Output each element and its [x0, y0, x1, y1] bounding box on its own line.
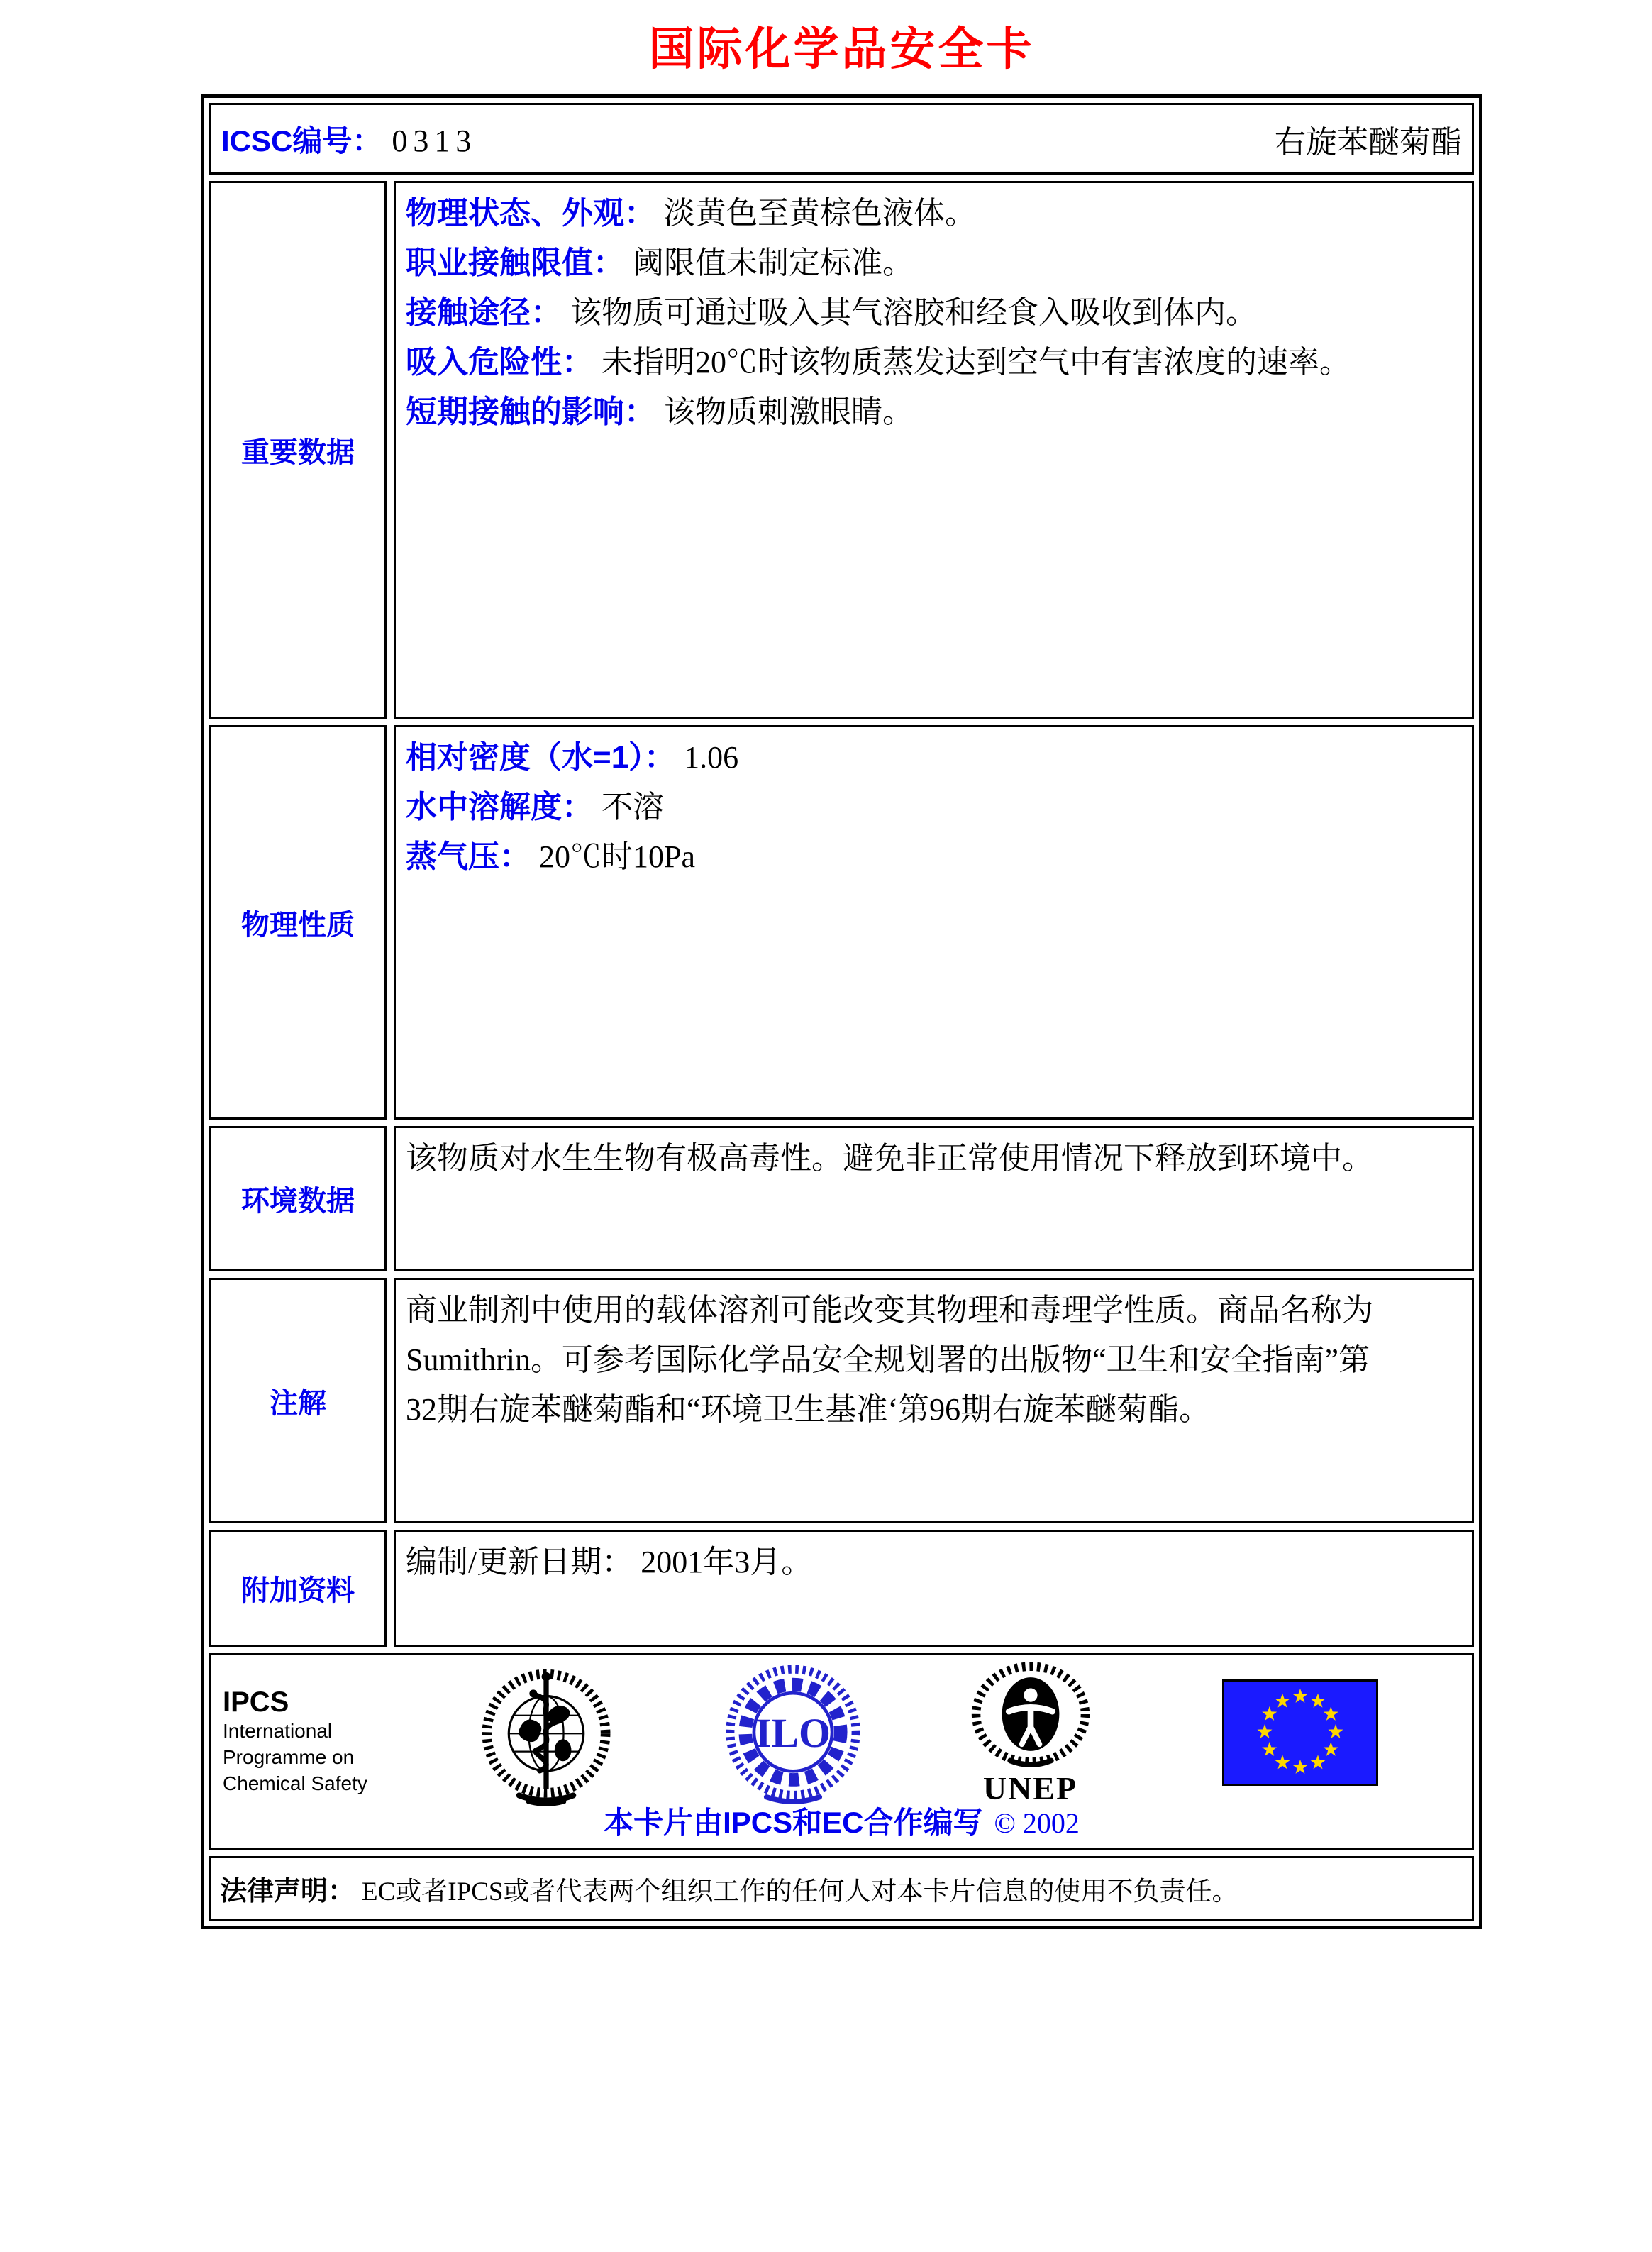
additional-info-content [394, 1530, 1474, 1647]
credit-line [211, 1799, 1472, 1842]
ipcs-abbr: IPCS [223, 1687, 289, 1718]
chemical-name: 右旋苯醚菊酯 [1275, 124, 1462, 160]
additional-info-text: 编制/更新日期： 2001年3月。 [406, 1545, 813, 1579]
notes-content [394, 1278, 1474, 1523]
ipcs-line: Programme on [223, 1746, 355, 1768]
ipcs-line: Chemical Safety [223, 1772, 367, 1794]
environmental-data-row [209, 1126, 1474, 1271]
physical-properties-label: 物理性质 [241, 909, 355, 941]
legal-label: 法律声明： [220, 1877, 355, 1906]
important-data-content [394, 181, 1474, 719]
important-item [406, 338, 1462, 387]
legal-text: EC或者IPCS或者代表两个组织工作的任何人对本卡片信息的使用不负责任。 [362, 1877, 1238, 1906]
physical-properties-row [209, 725, 1474, 1120]
item-key: 吸入危险性： [406, 345, 593, 380]
environmental-data-content [394, 1126, 1474, 1271]
logos-box [209, 1653, 1474, 1850]
credit-year: © 2002 [994, 1807, 1080, 1839]
logos-row [209, 1653, 1474, 1850]
item-key: 相对密度（水=1）： [406, 740, 676, 775]
ipcs-text-block [223, 1687, 367, 1796]
item-value: 阈限值未制定标准。 [633, 245, 914, 280]
important-data-label-cell [209, 181, 387, 719]
credit-text: 本卡片由IPCS和EC合作编写 [604, 1806, 983, 1839]
icsc-number-group [221, 118, 477, 160]
item-value: 该物质刺激眼睛。 [664, 394, 914, 429]
physical-properties-label-cell [209, 725, 387, 1120]
page-title: 国际化学品安全卡 [648, 23, 1035, 76]
important-item [406, 189, 1462, 238]
unep-label: UNEP [982, 1770, 1078, 1806]
item-key: 接触途径： [406, 295, 562, 330]
item-key: 蒸气压： [406, 839, 531, 874]
who-logo-icon [475, 1661, 617, 1812]
notes-label-cell [209, 1278, 387, 1523]
additional-info-row [209, 1530, 1474, 1647]
additional-info-label: 附加资料 [241, 1575, 355, 1606]
ilo-letters: ILO [755, 1709, 831, 1756]
item-key: 短期接触的影响： [406, 394, 655, 429]
item-key: 物理状态、外观： [406, 196, 655, 231]
environmental-data-text: 该物质对水生生物有极高毒性。避免非正常使用情况下释放到环境中。 [406, 1141, 1373, 1176]
important-item [406, 288, 1462, 338]
icsc-number-label: ICSC编号： [221, 123, 382, 158]
item-value: 20℃时10Pa [539, 839, 695, 874]
ipcs-line: International [223, 1720, 333, 1742]
item-value: 该物质可通过吸入其气溶胶和经食入吸收到体内。 [570, 295, 1257, 330]
icsc-number-value: 0313 [392, 123, 477, 158]
environmental-data-label-cell [209, 1126, 387, 1271]
important-item [406, 387, 1462, 437]
physical-item [406, 733, 1462, 783]
ilo-logo-icon [724, 1662, 863, 1811]
important-item [406, 238, 1462, 288]
eu-flag-icon [1222, 1679, 1378, 1789]
item-key: 职业接触限值： [406, 245, 624, 280]
item-value: 未指明20℃时该物质蒸发达到空气中有害浓度的速率。 [602, 345, 1351, 380]
legal-row [209, 1856, 1474, 1921]
item-value: 1.06 [684, 740, 739, 775]
unep-logo-icon [965, 1661, 1096, 1805]
notes-label: 注解 [270, 1387, 326, 1419]
additional-info-label-cell [209, 1530, 387, 1647]
important-data-row [209, 181, 1474, 719]
icsc-card-table [201, 94, 1482, 1929]
notes-row [209, 1278, 1474, 1523]
physical-item [406, 783, 1462, 832]
physical-item [406, 832, 1462, 882]
physical-properties-content [394, 725, 1474, 1120]
header-box [209, 103, 1474, 175]
header-row [209, 103, 1474, 175]
item-value: 淡黄色至黄棕色液体。 [664, 196, 976, 231]
legal-box [209, 1856, 1474, 1921]
environmental-data-label: 环境数据 [241, 1186, 355, 1217]
item-key: 水中溶解度： [406, 790, 593, 824]
notes-text: 商业制剂中使用的载体溶剂可能改变其物理和毒理学性质。商品名称为Sumithrin。可参考国际化学品安全规划署的出版物“卫生和安全指南”第32期右旋苯醚菊酯和“环境卫生基准‘第96期右旋苯醚菊酯。 [406, 1293, 1373, 1427]
important-data-label: 重要数据 [241, 436, 355, 468]
item-value: 不溶 [602, 790, 664, 824]
